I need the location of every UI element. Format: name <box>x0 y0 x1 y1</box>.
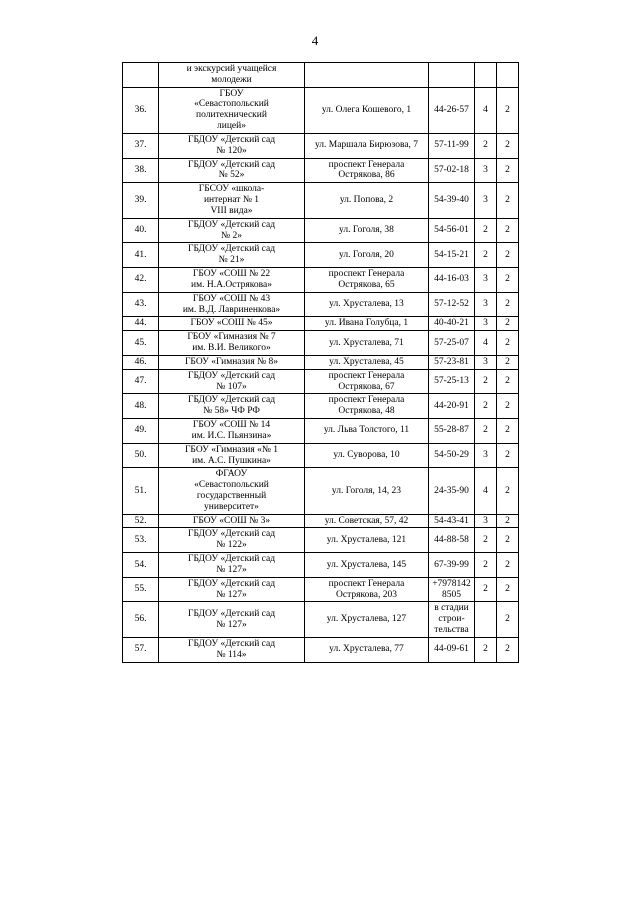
cell-value-a: 3 <box>475 317 497 331</box>
cell-phone: 44-16-03 <box>429 268 475 293</box>
cell-address: ул. Олега Кошевого, 1 <box>305 87 429 133</box>
table-row <box>123 355 519 369</box>
table-row <box>123 602 519 637</box>
cell-phone: 57-23-81 <box>429 355 475 369</box>
table-row <box>123 553 519 578</box>
cell-address: ул. Гоголя, 20 <box>305 243 429 268</box>
cell-institution-name: и экскурсий учащейся молодежи <box>159 63 305 88</box>
cell-institution-name: ГБДОУ «Детский сад № 2» <box>159 218 305 243</box>
cell-phone: 57-11-99 <box>429 133 475 158</box>
cell-number: 52. <box>123 514 159 528</box>
page-number: 4 <box>311 33 319 48</box>
table-row <box>123 218 519 243</box>
table-row <box>123 369 519 394</box>
cell-phone: +7978142 8505 <box>429 577 475 602</box>
table-row <box>123 243 519 268</box>
cell-value-b: 2 <box>497 514 519 528</box>
cell-institution-name: ГБДОУ «Детский сад № 120» <box>159 133 305 158</box>
cell-phone: 54-43-41 <box>429 514 475 528</box>
cell-value-a: 3 <box>475 355 497 369</box>
cell-value-b: 2 <box>497 292 519 317</box>
cell-address: проспект Генерала Острякова, 67 <box>305 369 429 394</box>
cell-value-b: 2 <box>497 243 519 268</box>
table-row <box>123 394 519 419</box>
table-row <box>123 87 519 133</box>
cell-institution-name: ФГАОУ «Севастопольский государственный университет» <box>159 468 305 514</box>
cell-phone: 24-35-90 <box>429 468 475 514</box>
table-row <box>123 292 519 317</box>
cell-value-a: 3 <box>475 443 497 468</box>
cell-institution-name: ГБОУ «Гимназия № 8» <box>159 355 305 369</box>
cell-number: 38. <box>123 158 159 183</box>
cell-number <box>123 63 159 88</box>
cell-phone: 40-40-21 <box>429 317 475 331</box>
cell-value-a: 3 <box>475 292 497 317</box>
table-row <box>123 528 519 553</box>
cell-number: 47. <box>123 369 159 394</box>
cell-phone: 57-25-07 <box>429 331 475 356</box>
cell-value-b: 2 <box>497 394 519 419</box>
cell-address: ул. Хрусталева, 77 <box>305 637 429 662</box>
cell-value-b: 2 <box>497 577 519 602</box>
cell-phone: 54-15-21 <box>429 243 475 268</box>
table-container <box>122 62 508 663</box>
cell-institution-name: ГБДОУ «Детский сад № 127» <box>159 553 305 578</box>
cell-institution-name: ГБОУ «СОШ № 3» <box>159 514 305 528</box>
cell-value-b: 2 <box>497 183 519 218</box>
cell-value-a: 2 <box>475 133 497 158</box>
institutions-table <box>122 62 519 663</box>
cell-value-b: 2 <box>497 331 519 356</box>
table-row <box>123 443 519 468</box>
cell-institution-name: ГБОУ «СОШ № 22 им. Н.А.Острякова» <box>159 268 305 293</box>
cell-number: 54. <box>123 553 159 578</box>
cell-value-b: 2 <box>497 602 519 637</box>
cell-phone: 67-39-99 <box>429 553 475 578</box>
cell-number: 53. <box>123 528 159 553</box>
cell-institution-name: ГБДОУ «Детский сад № 127» <box>159 602 305 637</box>
table-body <box>123 63 519 663</box>
cell-phone <box>429 63 475 88</box>
cell-value-b: 2 <box>497 553 519 578</box>
cell-number: 44. <box>123 317 159 331</box>
table-row <box>123 577 519 602</box>
cell-phone: 54-50-29 <box>429 443 475 468</box>
cell-number: 45. <box>123 331 159 356</box>
cell-institution-name: ГБОУ «Севастопольский политехнический лицей» <box>159 87 305 133</box>
cell-value-a: 2 <box>475 394 497 419</box>
cell-phone: 57-25-13 <box>429 369 475 394</box>
cell-institution-name: ГБДОУ «Детский сад № 114» <box>159 637 305 662</box>
cell-institution-name: ГБОУ «СОШ № 14 им. И.С. Пьянзина» <box>159 419 305 444</box>
cell-value-a: 3 <box>475 183 497 218</box>
cell-address: проспект Генерала Острякова, 86 <box>305 158 429 183</box>
cell-number: 37. <box>123 133 159 158</box>
cell-phone: 44-26-57 <box>429 87 475 133</box>
cell-address: ул. Хрусталева, 13 <box>305 292 429 317</box>
cell-address: ул. Маршала Бирюзова, 7 <box>305 133 429 158</box>
table-row <box>123 183 519 218</box>
table-row <box>123 637 519 662</box>
cell-value-b: 2 <box>497 268 519 293</box>
cell-number: 51. <box>123 468 159 514</box>
cell-phone: 44-09-61 <box>429 637 475 662</box>
cell-value-b: 2 <box>497 133 519 158</box>
cell-value-a: 2 <box>475 637 497 662</box>
cell-address: ул. Хрусталева, 127 <box>305 602 429 637</box>
cell-address: проспект Генерала Острякова, 65 <box>305 268 429 293</box>
cell-value-a: 3 <box>475 514 497 528</box>
cell-institution-name: ГБСОУ «школа- интернат № 1 VIII вида» <box>159 183 305 218</box>
cell-number: 39. <box>123 183 159 218</box>
cell-number: 40. <box>123 218 159 243</box>
cell-value-a: 2 <box>475 218 497 243</box>
cell-phone: 57-02-18 <box>429 158 475 183</box>
cell-institution-name: ГБДОУ «Детский сад № 58» ЧФ РФ <box>159 394 305 419</box>
cell-value-a: 2 <box>475 419 497 444</box>
cell-value-a: 2 <box>475 577 497 602</box>
cell-value-a: 2 <box>475 243 497 268</box>
cell-number: 36. <box>123 87 159 133</box>
table-row <box>123 268 519 293</box>
cell-value-b: 2 <box>497 419 519 444</box>
cell-value-a: 2 <box>475 369 497 394</box>
cell-value-a: 2 <box>475 553 497 578</box>
cell-value-a: 4 <box>475 331 497 356</box>
cell-address: ул. Хрусталева, 71 <box>305 331 429 356</box>
cell-address: ул. Гоголя, 14, 23 <box>305 468 429 514</box>
table-row <box>123 468 519 514</box>
cell-phone: 44-20-91 <box>429 394 475 419</box>
cell-value-b: 2 <box>497 158 519 183</box>
cell-number: 49. <box>123 419 159 444</box>
cell-address: ул. Ивана Голубца, 1 <box>305 317 429 331</box>
cell-number: 50. <box>123 443 159 468</box>
cell-number: 57. <box>123 637 159 662</box>
cell-institution-name: ГБДОУ «Детский сад № 107» <box>159 369 305 394</box>
cell-value-a: 3 <box>475 158 497 183</box>
cell-number: 43. <box>123 292 159 317</box>
cell-address <box>305 63 429 88</box>
table-row <box>123 133 519 158</box>
cell-phone: 54-56-01 <box>429 218 475 243</box>
cell-value-b <box>497 63 519 88</box>
cell-address: ул. Суворова, 10 <box>305 443 429 468</box>
cell-value-b: 2 <box>497 369 519 394</box>
cell-institution-name: ГБДОУ «Детский сад № 21» <box>159 243 305 268</box>
table-row <box>123 158 519 183</box>
cell-value-b: 2 <box>497 468 519 514</box>
table-row <box>123 331 519 356</box>
cell-institution-name: ГБОУ «Гимназия № 7 им. В.И. Великого» <box>159 331 305 356</box>
cell-institution-name: ГБДОУ «Детский сад № 122» <box>159 528 305 553</box>
table-row <box>123 419 519 444</box>
cell-value-a <box>475 602 497 637</box>
cell-number: 56. <box>123 602 159 637</box>
cell-number: 42. <box>123 268 159 293</box>
cell-value-b: 2 <box>497 218 519 243</box>
cell-address: проспект Генерала Острякова, 203 <box>305 577 429 602</box>
cell-value-b: 2 <box>497 528 519 553</box>
cell-phone: 44-88-58 <box>429 528 475 553</box>
cell-institution-name: ГБОУ «СОШ № 43 им. В.Д. Лавриненкова» <box>159 292 305 317</box>
table-row <box>123 514 519 528</box>
cell-address: ул. Попова, 2 <box>305 183 429 218</box>
cell-phone: 57-12-52 <box>429 292 475 317</box>
cell-value-a: 2 <box>475 528 497 553</box>
cell-phone: 55-28-87 <box>429 419 475 444</box>
cell-value-b: 2 <box>497 87 519 133</box>
cell-institution-name: ГБОУ «СОШ № 45» <box>159 317 305 331</box>
cell-number: 41. <box>123 243 159 268</box>
cell-address: ул. Хрусталева, 45 <box>305 355 429 369</box>
cell-phone: 54-39-40 <box>429 183 475 218</box>
cell-value-b: 2 <box>497 317 519 331</box>
cell-address: ул. Хрусталева, 145 <box>305 553 429 578</box>
cell-number: 46. <box>123 355 159 369</box>
cell-value-b: 2 <box>497 355 519 369</box>
cell-number: 55. <box>123 577 159 602</box>
table-row <box>123 317 519 331</box>
cell-address: ул. Гоголя, 38 <box>305 218 429 243</box>
cell-institution-name: ГБДОУ «Детский сад № 52» <box>159 158 305 183</box>
cell-value-a: 4 <box>475 87 497 133</box>
cell-institution-name: ГБОУ «Гимназия «№ 1 им. А.С. Пушкина» <box>159 443 305 468</box>
cell-value-b: 2 <box>497 637 519 662</box>
cell-institution-name: ГБДОУ «Детский сад № 127» <box>159 577 305 602</box>
cell-address: ул. Советская, 57, 42 <box>305 514 429 528</box>
cell-address: проспект Генерала Острякова, 48 <box>305 394 429 419</box>
cell-value-a: 3 <box>475 268 497 293</box>
cell-phone: в стадии строи- тельства <box>429 602 475 637</box>
cell-value-b: 2 <box>497 443 519 468</box>
table-row <box>123 63 519 88</box>
cell-address: ул. Льва Толстого, 11 <box>305 419 429 444</box>
cell-address: ул. Хрусталева, 121 <box>305 528 429 553</box>
cell-number: 48. <box>123 394 159 419</box>
cell-value-a: 4 <box>475 468 497 514</box>
cell-value-a <box>475 63 497 88</box>
